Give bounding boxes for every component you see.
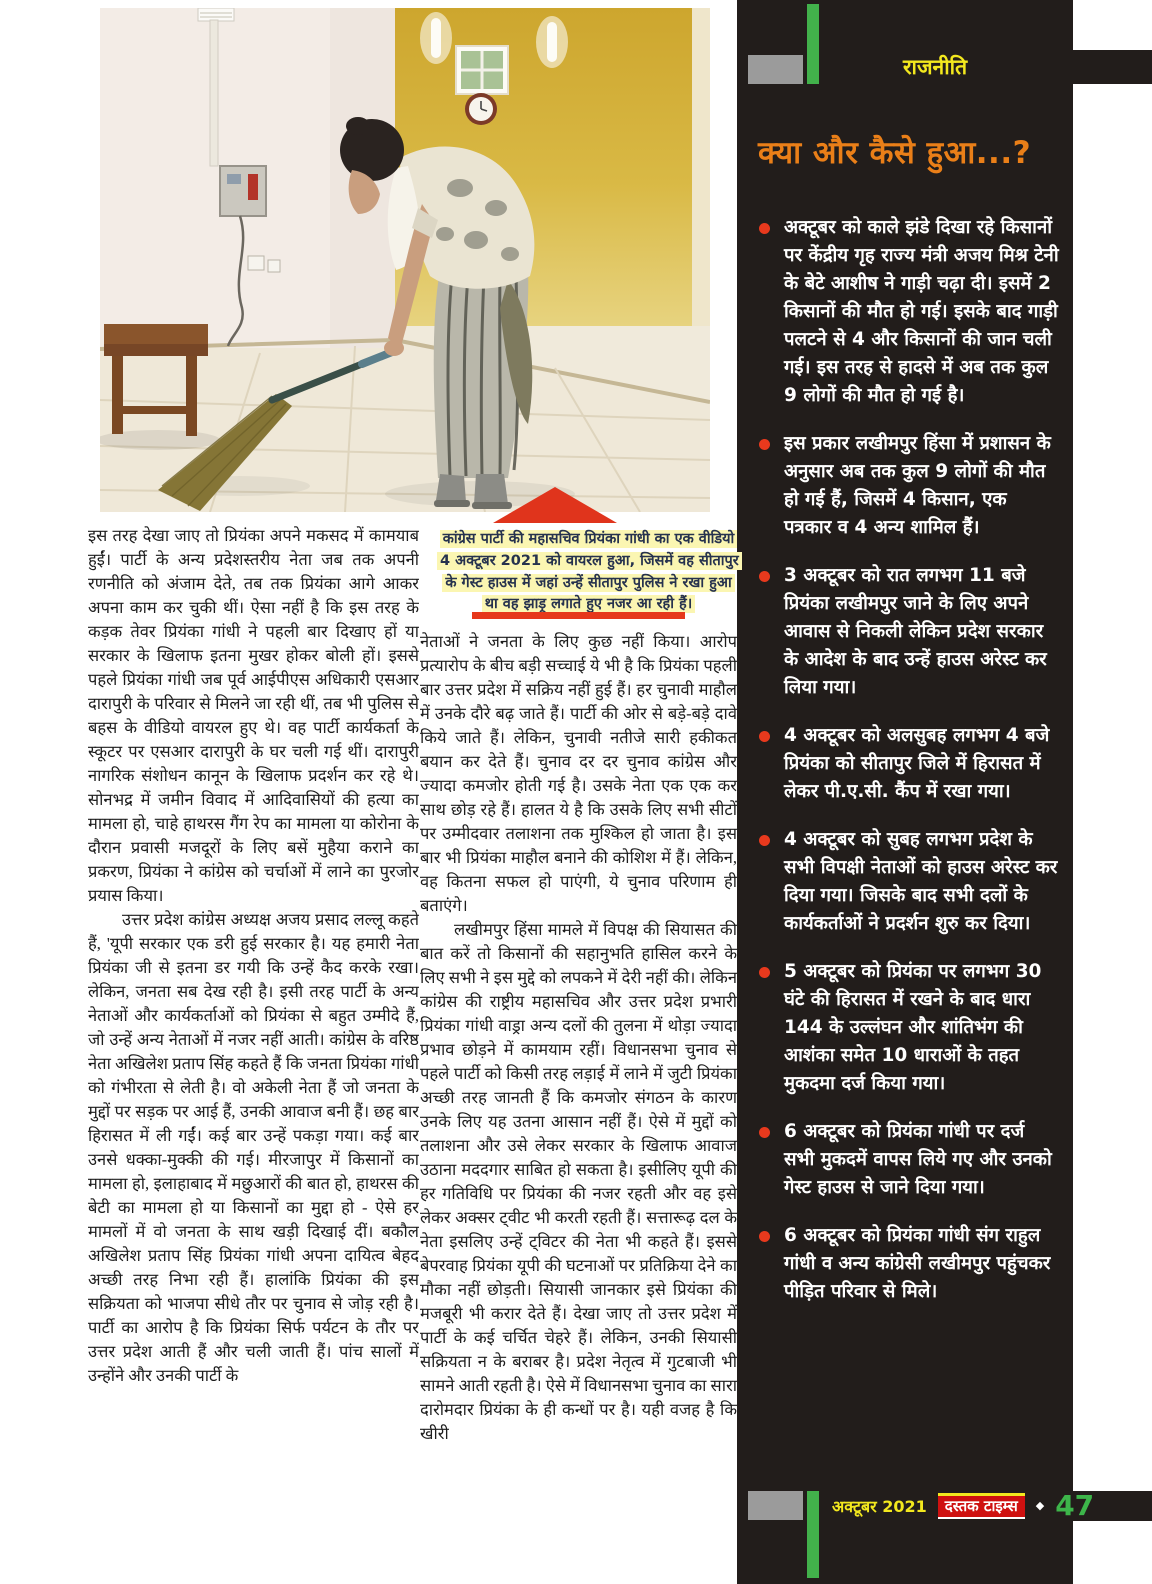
section-label: राजनीति — [902, 55, 968, 79]
gray-accent-bottom — [748, 1491, 803, 1520]
timeline-item: 3 अक्टूबर को रात लगभग 11 बजे प्रियंका लखीमपुर जाने के लिए अपने आवास से निकली लेकिन प्रदेश सरकार के आदेश के बाद उन्हें हाउस अरेस्ट कर लिया गया। — [757, 562, 1059, 702]
footer — [832, 1488, 1095, 1522]
diamond-icon: ◆ — [1035, 1499, 1045, 1512]
timeline-item: 6 अक्टूबर को प्रियंका गांधी पर दर्ज सभी मुकदमें वापस लिये गए और उनको गेस्ट हाउस से जाने दिया गया। — [757, 1118, 1059, 1202]
timeline-item: अक्टूबर को काले झंडे दिखा रहे किसानों पर केंद्रीय गृह राज्य मंत्री अजय मिश्र टेनी के बेटे आशीष ने गाड़ी चढ़ा दी। इसमें 2 किसानों की मौत हो गई। इसके बाद गाड़ी पलटने से 4 और किसानों की जान चली गई। इस तरह से हादसे में अब तक कुल 9 लोगों की मौत हो गई है। — [757, 214, 1059, 410]
wall-clock — [465, 93, 497, 125]
window — [456, 46, 508, 94]
article-paragraph: नेताओं ने जनता के लिए कुछ नहीं किया। आरोप प्रत्यारोप के बीच बड़ी सच्चाई ये भी है कि प्रियंका पहली बार उत्तर प्रदेश में सक्रिय नहीं हुई हैं। हर चुनावी माहौल में उनके दौरे बढ़ जाते हैं। पार्टी की ओर से बड़े-बड़े दावे किये जाते हैं। लेकिन, चुनावी नतीजे सारी हकीकत बयान कर देते हैं। चुनाव दर दर चुनाव कांग्रेस और ज्यादा कमजोर होती गई है। उसके नेता एक एक कर साथ छोड़ रहे हैं। हालत ये है कि उसके लिए सभी सीटों पर उम्मीदवार तलाशना तक मुश्किल हो जाता है। इस बार भी प्रियंका माहौल बनाने की कोशिश में हैं। लेकिन, वह कितना सफल हो पाएंगी, ये चुनाव परिणाम ही बताएंगे। — [420, 632, 737, 915]
article-paragraph: लखीमपुर हिंसा मामले में विपक्ष की सियासत की बात करें तो किसानों की सहानुभति हासिल करने के लिए सभी ने इस मुद्दे को लपकने में देरी नहीं की। लेकिन कांग्रेस की राष्ट्रीय महासचिव और उत्तर प्रदेश प्रभारी प्रियंका गांधी वाड्रा अन्य दलों की तुलना में थोड़ा ज्यादा प्रभाव छोड़ने में कामयाम रहीं। विधानसभा चुनाव से पहले पार्टी को किसी तरह लड़ाई में लाने में जुटी प्रियंका अच्छी तरह जानती हैं कि कमजोर संगठन के कारण उनके लिए यह उतना आसान नहीं हैं। ऐसे में मुद्दों को तलाशना और उसे लेकर सरकार के खिलाफ आवाज उठाना मददगार साबित हो सकता है। इसीलिए यूपी की हर गतिविधि पर प्रियंका की नजर रहती और वह इसे लेकर अक्सर ट्वीट भी करती रहती हैं। सत्तारूढ़ दल के नेता इसलिए उन्हें ट्विटर की नेता भी कहते हैं। इससे बेपरवाह प्रियंका यूपी की घटनाओं पर प्रतिक्रिया देने का मौका नहीं छोड़ती। सियासी जानकार इसे प्रियंका की मजबूरी भी करार देते हैं। देखा जाए तो उत्तर प्रदेश में पार्टी के कई चर्चित चेहरे हैं। लेकिन, उनकी सियासी सक्रियता न के बराबर है। प्रदेश नेतृत्व में गुटबाजी भी सामने आती रहती है। ऐसे में विधानसभा चुनाव का सारा दारोमदार प्रियंका के ही कन्धों पर है। यही वजह है कि खीरी — [420, 920, 737, 1443]
photo-illustration — [100, 8, 710, 512]
article-paragraph: उत्तर प्रदेश कांग्रेस अध्यक्ष अजय प्रसाद लल्लू कहते हैं, 'यूपी सरकार एक डरी हुई सरकार है। यह हमारी नेता प्रियंका जी से इतना डर गयी कि उन्हें कैद करके रखा। लेकिन, जनता सब देख रही है। इसी तरह पार्टी के अन्य नेताओं और कार्यकर्ताओं को प्रियंका से बहुत उम्मीदे हैं, जो उन्हें अन्य नेताओं में नजर नहीं आती। कांग्रेस के वरिष्ठ नेता अखिलेश प्रताप सिंह कहते हैं कि जनता प्रियंका गांधी को गंभीरता से लेती है। वो अकेली नेता हैं जो जनता के मुद्दों पर सड़क पर आई हैं, उनकी आवाज बनी हैं। छह बार हिरासत में ली गईं। कई बार उन्हें पकड़ा गया। कई बार उनसे धक्का-मुक्की की गई। मीरजापुर में किसानों का मामला हो, इलाहाबाद में मछुआरों की बात हो, हाथरस की बेटी का मामला हो या किसानों का मुद्दा हो - ऐसे हर मामलों में वो जनता के साथ खड़ी दिखाई दीं। बकौल अखिलेश प्रताप सिंह प्रियंका गांधी अपना दायित्व बेहद अच्छी तरह निभा रही हैं। हालांकि प्रियंका की इस सक्रियता को भाजपा सीधे तौर पर चुनाव से जोड़ रही है। पार्टी का आरोप है कि प्रियंका सिर्फ पर्यटन के तौर पर उत्तर प्रदेश आती हैं और चली जाती हैं। पांच सालों में उन्होंने और उनकी पार्टी के — [88, 910, 419, 1385]
gray-accent-top — [748, 55, 803, 84]
caption-rule — [472, 612, 685, 619]
green-accent-bottom — [807, 1491, 819, 1578]
sidebar-top-notch — [1073, 50, 1152, 84]
article-column-2 — [420, 630, 737, 1444]
article-paragraph: इस तरह देखा जाए तो प्रियंका अपने मकसद में कामयाब हुईं। पार्टी के अन्य प्रदेशस्तरीय नेता जब तक अपनी रणनीति को अंजाम देते, तब तक प्रियंका आगे आकर अपना काम कर चुकी थीं। ऐसा नहीं है कि इस तरह के कड़क तेवर प्रियंका गांधी ने पहली बार दिखाए हों या सरकार के खिलाफ इतना मुखर होकर बोली हों। इससे पहले प्रियंका गांधी जब पूर्व आईपीएस अधिकारी एसआर दारापुरी के परिवार से मिलने जा रही थीं, तब भी पुलिस से बहस के वीडियो वायरल हुए थे। वह पार्टी कार्यकर्ता के स्कूटर पर एसआर दारापुरी के घर चली गई थीं। दारापुरी नागरिक संशोधन कानून के खिलाफ प्रदर्शन कर रहे थे। सोनभद्र में जमीन विवाद में आदिवासियों की हत्या का मामला हो, चाहे हाथरस गैंग रेप का मामला या कोरोना के दौरान प्रवासी मजदूरों के लिए बसें मुहैया कराने का प्रकरण, प्रियंका ने कांग्रेस को चर्चाओं में लाने का पुरजोर प्रयास किया। — [88, 526, 419, 905]
timeline-item: 5 अक्टूबर को प्रियंका पर लगभग 30 घंटे की हिरासत में रखने के बाद धारा 144 के उल्लंघन और शांतिभंग की आशंका समेत 10 धाराओं के तहत मुकदमा दर्ज किया गया। — [757, 958, 1059, 1098]
timeline-item: इस प्रकार लखीमपुर हिंसा में प्रशासन के अनुसार अब तक कुल 9 लोगों की मौत हो गई हैं, जिसमें 4 किसान, एक पत्रकार व 4 अन्य शामिल हैं। — [757, 430, 1059, 542]
timeline-item: 4 अक्टूबर को अलसुबह लगभग 4 बजे प्रियंका को सीतापुर जिले में हिरासत में लेकर पी.ए.सी. कैंप में रखा गया। — [757, 722, 1059, 806]
photo-caption-text: कांग्रेस पार्टी की महासचिव प्रियंका गांधी का एक वीडियो 4 अक्टूबर 2021 को वायरल हुआ, जिसमें वह सीतापुर के गेस्ट हाउस में जहां उन्हें सीतापुर पुलिस ने रखा हुआ था वह झाड़ू लगाते हुए नजर आ रही हैं। — [437, 530, 742, 613]
ac-vent — [198, 8, 234, 21]
timeline-item: 6 अक्टूबर को प्रियंका गांधी संग राहुल गांधी व अन्य कांग्रेसी लखीमपुर पहुंचकर पीड़ित परिवार से मिले। — [757, 1222, 1059, 1306]
timeline-bullet-list — [757, 214, 1059, 1326]
green-accent-top — [807, 4, 819, 84]
article-column-1 — [88, 524, 419, 1444]
magazine-logo: दस्तक टाइम्स — [938, 1493, 1025, 1519]
page-number: 47 — [1055, 1488, 1095, 1522]
timeline-item: 4 अक्टूबर को सुबह लगभग प्रदेश के सभी विपक्षी नेताओं को हाउस अरेस्ट कर दिया गया। जिसके बाद सभी दलों के कार्यकर्ताओं ने प्रदर्शन शुरु कर दिया। — [757, 826, 1059, 938]
issue-date: अक्टूबर 2021 — [832, 1496, 927, 1516]
sidebar-headline: क्या और कैसे हुआ...? — [758, 135, 1032, 171]
guest-house-photo — [100, 8, 710, 512]
caption-pointer-triangle — [493, 487, 617, 523]
photo-caption — [437, 529, 740, 616]
